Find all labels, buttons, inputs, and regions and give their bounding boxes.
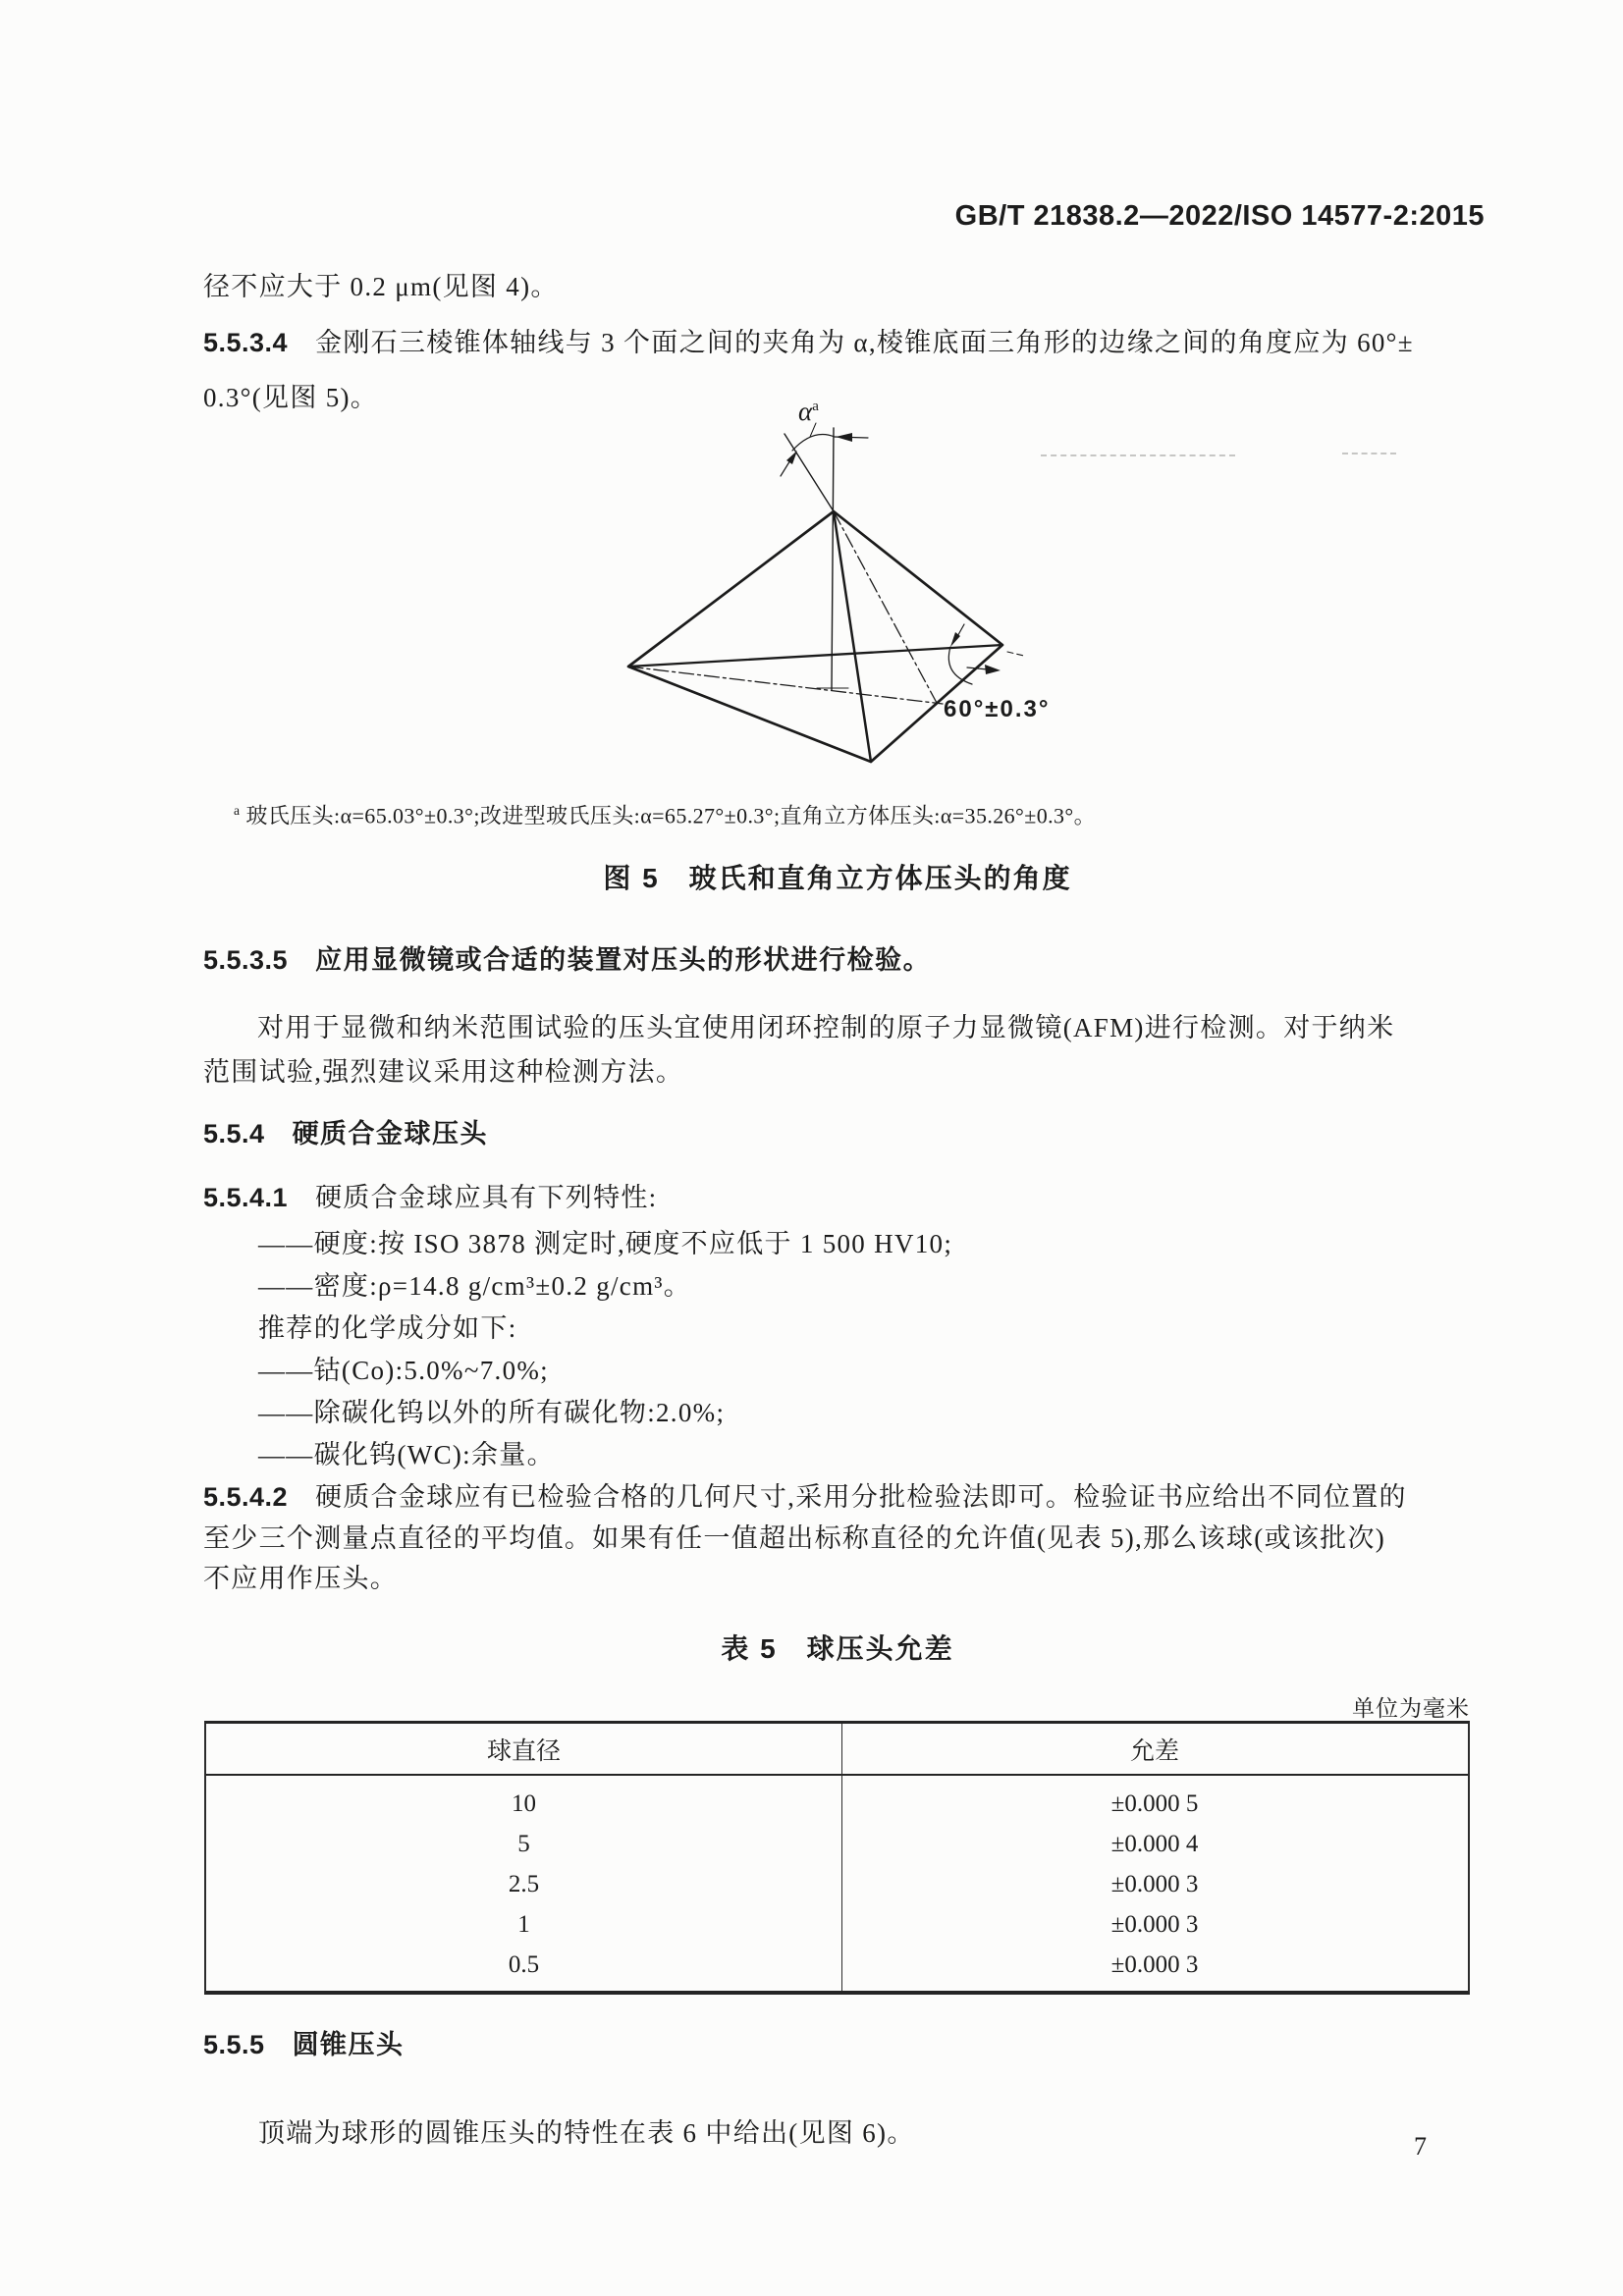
footnote-text: 玻氏压头:α=65.03°±0.3°;改进型玻氏压头:α=65.27°±0.3°;直角立方体压头:α=35.26°±0.3°。 — [245, 803, 1097, 828]
list-item-cobalt: ——钴(Co):5.0%~7.0%; — [258, 1356, 549, 1385]
clause-555-heading — [203, 2030, 405, 2061]
table-row — [206, 1904, 1468, 1945]
footnote-marker: a — [234, 803, 241, 818]
clause-number: 5.5.3.4 — [203, 328, 289, 357]
pyramid-outline — [628, 511, 1002, 762]
list-item-hardness: ——硬度:按 ISO 3878 测定时,硬度不应低于 1 500 HV10; — [258, 1229, 953, 1258]
figure5-footnote — [234, 803, 1096, 828]
alpha-angle-label: $\alpha^a$ — [798, 397, 819, 426]
clause-554-heading — [203, 1119, 488, 1150]
table-row — [206, 1864, 1468, 1904]
cell-tolerance: ±0.000 3 — [1110, 1910, 1199, 1938]
table-column-divider — [841, 1724, 842, 1991]
cell-diameter: 5 — [517, 1830, 530, 1857]
figure5-tetrahedron-drawing — [546, 393, 1115, 790]
table-header-row — [206, 1724, 1468, 1776]
clause-5542-line3: 不应用作压头。 — [203, 1564, 399, 1593]
clause-number: 5.5.3.5 — [203, 945, 289, 975]
cell-diameter: 0.5 — [508, 1950, 540, 1978]
table5-caption: 表 5 球压头允差 — [721, 1633, 954, 1664]
list-intro-composition: 推荐的化学成分如下: — [258, 1313, 517, 1343]
table-row — [206, 1945, 1468, 1985]
clause-5542-line1 — [203, 1482, 1407, 1514]
table5 — [204, 1721, 1470, 1995]
pyramid-front-edge — [834, 511, 871, 762]
clause-title: 硬质合金球压头 — [292, 1119, 489, 1148]
arrowhead — [786, 451, 797, 464]
table-body — [206, 1776, 1468, 1991]
afm-paragraph-line1: 对用于显微和纳米范围试验的压头宜使用闭环控制的原子力显微镜(AFM)进行检测。对于纳米 — [257, 1013, 1395, 1042]
clause-text: 硬质合金球应有已检验合格的几何尺寸,采用分批检验法即可。检验证书应给出不同位置的 — [315, 1482, 1407, 1512]
cell-tolerance: ±0.000 3 — [1110, 1870, 1199, 1897]
cell-diameter: 10 — [512, 1789, 536, 1817]
list-item-wc: ——碳化钨(WC):余量。 — [258, 1440, 555, 1469]
list-item-carbides: ——除碳化钨以外的所有碳化物:2.0%; — [258, 1398, 726, 1427]
clause-title: 应用显微镜或合适的装置对压头的形状进行检验。 — [315, 945, 932, 975]
clause-number: 5.5.4.2 — [203, 1482, 289, 1512]
arrowhead — [836, 433, 852, 442]
cone-paragraph: 顶端为球形的圆锥压头的特性在表 6 中给出(见图 6)。 — [258, 2118, 915, 2148]
alpha-slant-line — [784, 434, 834, 511]
clause-title: 圆锥压头 — [292, 2030, 405, 2059]
cell-diameter: 2.5 — [508, 1870, 540, 1897]
scan-artifact-dash — [1342, 453, 1396, 454]
table-row — [206, 1784, 1468, 1824]
cell-tolerance: ±0.000 4 — [1110, 1830, 1199, 1857]
clause-number: 5.5.4.1 — [203, 1183, 289, 1212]
figure5-caption: 图 5 玻氏和直角立方体压头的角度 — [603, 863, 1072, 893]
clause-5534-line2: 0.3°(见图 5)。 — [203, 383, 379, 412]
cell-diameter: 1 — [517, 1910, 530, 1938]
column-header-diameter: 球直径 — [486, 1737, 561, 1765]
column-header-tolerance: 允差 — [1129, 1737, 1179, 1765]
paragraph-continuation: 径不应大于 0.2 μm(见图 4)。 — [203, 272, 559, 301]
clause-number: 5.5.5 — [203, 2030, 265, 2059]
clause-text: 金刚石三棱锥体轴线与 3 个面之间的夹角为 α,棱锥底面三角形的边缘之间的角度应为 60°± — [315, 328, 1414, 357]
cell-tolerance: ±0.000 3 — [1110, 1950, 1199, 1978]
angle60-dimension-arc — [948, 647, 972, 684]
centerline-stub — [1007, 652, 1024, 656]
page-number: 7 — [1414, 2132, 1427, 2161]
clause-5541 — [203, 1183, 657, 1214]
pyramid-base-edge — [628, 645, 1002, 667]
list-item-density: ——密度:ρ=14.8 g/cm³±0.2 g/cm³。 — [258, 1271, 692, 1301]
clause-5535 — [203, 945, 931, 977]
table5-unit-note: 单位为毫米 — [1352, 1696, 1470, 1721]
axis-line — [832, 428, 834, 690]
arrowhead — [985, 665, 1001, 674]
clause-number: 5.5.4 — [203, 1119, 265, 1148]
cell-tolerance: ±0.000 5 — [1110, 1789, 1199, 1817]
angle60-label: 60°±0.3° — [944, 696, 1051, 722]
clause-5534-line1 — [203, 328, 1414, 359]
standard-number-header: GB/T 21838.2—2022/ISO 14577-2:2015 — [954, 200, 1485, 232]
clause-5542-line2: 至少三个测量点直径的平均值。如果有任一值超出标称直径的允许值(见表 5),那么该球(或该批次) — [203, 1523, 1386, 1553]
afm-paragraph-line2: 范围试验,强烈建议采用这种检测方法。 — [203, 1057, 684, 1087]
table-row — [206, 1824, 1468, 1864]
alpha-dimension-arc — [792, 434, 835, 451]
clause-text: 硬质合金球应具有下列特性: — [315, 1183, 658, 1212]
